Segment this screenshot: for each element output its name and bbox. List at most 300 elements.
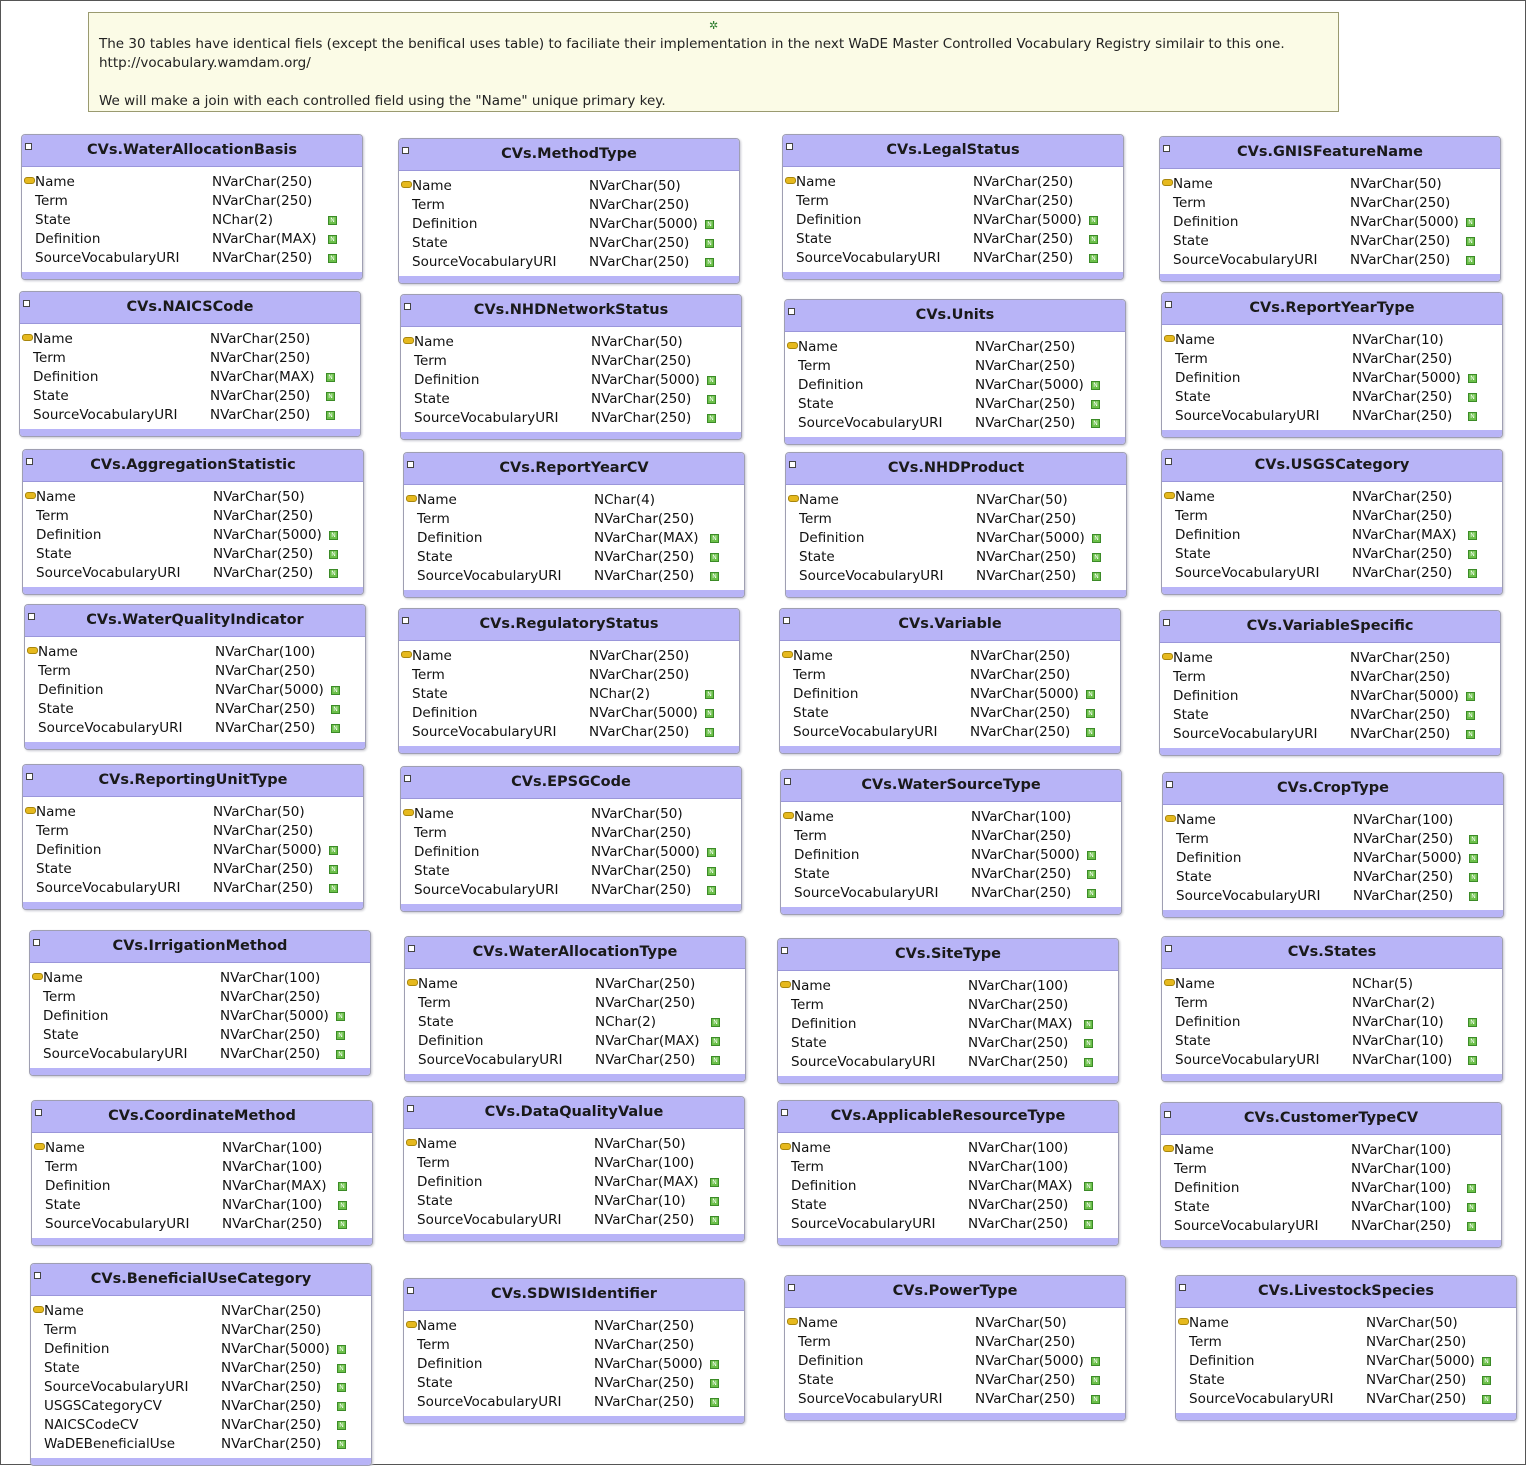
field-row[interactable] [786, 567, 1126, 586]
field-row[interactable] [780, 666, 1120, 685]
table-sitetype[interactable] [777, 938, 1119, 1084]
field-row[interactable] [785, 1352, 1125, 1371]
field-row[interactable] [401, 843, 741, 862]
table-footer [1163, 910, 1503, 917]
table-icon[interactable] [407, 461, 414, 468]
field-row[interactable] [401, 352, 741, 371]
field-name: Name [417, 1318, 457, 1334]
field-row[interactable] [32, 1158, 372, 1177]
table-customertypecv[interactable] [1160, 1102, 1502, 1248]
field-row[interactable] [1160, 213, 1500, 232]
field-row[interactable] [1160, 232, 1500, 251]
table-header[interactable] [780, 609, 1120, 641]
field-row[interactable] [1162, 994, 1502, 1013]
field-row[interactable] [404, 1154, 744, 1173]
field-type: NVarChar(250) [976, 568, 1077, 584]
table-header[interactable] [781, 770, 1121, 802]
table-footer [1161, 1240, 1501, 1247]
field-row[interactable] [1160, 175, 1500, 194]
field-row[interactable] [1176, 1390, 1516, 1409]
table-icon[interactable] [34, 1272, 41, 1279]
table-header[interactable] [399, 609, 739, 641]
field-row[interactable] [23, 545, 363, 564]
field-row[interactable] [785, 414, 1125, 433]
field-row[interactable] [1161, 1160, 1501, 1179]
field-row[interactable] [31, 1359, 371, 1378]
field-row[interactable] [785, 1314, 1125, 1333]
table-icon[interactable] [28, 613, 35, 620]
table-header[interactable] [1160, 137, 1500, 169]
field-row[interactable] [22, 192, 362, 211]
field-row[interactable] [786, 491, 1126, 510]
not-null-icon: N [1467, 1203, 1476, 1212]
field-row[interactable] [778, 1053, 1118, 1072]
table-header[interactable] [1163, 773, 1503, 805]
field-row[interactable] [785, 395, 1125, 414]
field-row[interactable] [399, 723, 739, 742]
table-icon[interactable] [25, 143, 32, 150]
table-header[interactable] [20, 292, 360, 324]
field-row[interactable] [23, 803, 363, 822]
table-reportyearcv[interactable] [403, 452, 745, 598]
field-row[interactable] [20, 349, 360, 368]
field-type: NVarChar(250) [1353, 888, 1454, 904]
field-row[interactable] [780, 704, 1120, 723]
table-header[interactable] [785, 300, 1125, 332]
table-icon[interactable] [781, 947, 788, 954]
field-row[interactable] [399, 234, 739, 253]
field-row[interactable] [399, 647, 739, 666]
field-row[interactable] [1160, 251, 1500, 270]
field-row[interactable] [399, 196, 739, 215]
field-row[interactable] [399, 215, 739, 234]
field-row[interactable] [32, 1196, 372, 1215]
table-header[interactable] [404, 453, 744, 485]
table-header[interactable] [783, 135, 1123, 167]
field-row[interactable] [1163, 887, 1503, 906]
field-row[interactable] [404, 1173, 744, 1192]
table-icon[interactable] [33, 939, 40, 946]
field-row[interactable] [785, 1390, 1125, 1409]
table-header[interactable] [786, 453, 1126, 485]
field-row[interactable] [778, 1215, 1118, 1234]
field-row[interactable] [23, 822, 363, 841]
field-row[interactable] [778, 1034, 1118, 1053]
field-type: NVarChar(250) [973, 174, 1074, 190]
table-nhdnetworkstatus[interactable] [400, 294, 742, 440]
diagram-note[interactable] [88, 12, 1339, 112]
table-icon[interactable] [1163, 619, 1170, 626]
table-header[interactable] [25, 605, 365, 637]
field-row[interactable] [778, 1177, 1118, 1196]
field-row[interactable] [783, 249, 1123, 268]
field-row[interactable] [30, 1026, 370, 1045]
field-row[interactable] [404, 1355, 744, 1374]
table-coordinatemethod[interactable] [31, 1100, 373, 1246]
table-units[interactable] [784, 299, 1126, 445]
field-row[interactable] [25, 700, 365, 719]
field-name: Term [35, 193, 68, 209]
field-name: State [418, 1014, 454, 1030]
field-row[interactable] [401, 805, 741, 824]
table-dataqualityvalue[interactable] [403, 1096, 745, 1242]
table-sdwisidentifier[interactable] [403, 1278, 745, 1424]
field-row[interactable] [781, 846, 1121, 865]
field-type: NVarChar(250) [595, 1052, 696, 1068]
field-row[interactable] [31, 1416, 371, 1435]
table-header[interactable] [23, 765, 363, 797]
field-row[interactable] [1163, 868, 1503, 887]
table-legalstatus[interactable] [782, 134, 1124, 280]
field-name: SourceVocabularyURI [45, 1216, 190, 1232]
table-methodtype[interactable] [398, 138, 740, 284]
table-footer [23, 902, 363, 909]
field-row[interactable] [1160, 194, 1500, 213]
table-icon[interactable] [402, 147, 409, 154]
field-row[interactable] [23, 526, 363, 545]
field-row[interactable] [22, 230, 362, 249]
field-row[interactable] [781, 808, 1121, 827]
field-row[interactable] [778, 1015, 1118, 1034]
table-icon[interactable] [26, 458, 33, 465]
field-row[interactable] [780, 647, 1120, 666]
table-irrigationmethod[interactable] [29, 930, 371, 1076]
field-row[interactable] [785, 1333, 1125, 1352]
table-header[interactable] [23, 450, 363, 482]
table-header[interactable] [1160, 611, 1500, 643]
field-row[interactable] [785, 376, 1125, 395]
field-row[interactable] [31, 1340, 371, 1359]
table-icon[interactable] [788, 1284, 795, 1291]
field-row[interactable] [404, 1192, 744, 1211]
field-row[interactable] [20, 368, 360, 387]
table-icon[interactable] [23, 300, 30, 307]
field-row[interactable] [1161, 1198, 1501, 1217]
field-row[interactable] [404, 548, 744, 567]
field-row[interactable] [401, 333, 741, 352]
field-row[interactable] [30, 969, 370, 988]
field-row[interactable] [1162, 331, 1502, 350]
table-regulatorystatus[interactable] [398, 608, 740, 754]
field-row[interactable] [25, 681, 365, 700]
field-row[interactable] [20, 406, 360, 425]
table-icon[interactable] [784, 778, 791, 785]
field-row[interactable] [23, 564, 363, 583]
table-aggregationstatistic[interactable] [22, 449, 364, 595]
field-row[interactable] [1162, 564, 1502, 583]
field-row[interactable] [32, 1139, 372, 1158]
field-row[interactable] [23, 841, 363, 860]
field-row[interactable] [781, 865, 1121, 884]
table-icon[interactable] [786, 143, 793, 150]
table-title: CVs.ApplicableResourceType [830, 1108, 1066, 1124]
table-header[interactable] [405, 937, 745, 969]
table-header[interactable] [401, 767, 741, 799]
field-row[interactable] [20, 330, 360, 349]
table-livestockspecies[interactable] [1175, 1275, 1517, 1421]
field-row[interactable] [405, 1051, 745, 1070]
table-usgscategory[interactable] [1161, 449, 1503, 595]
field-row[interactable] [785, 338, 1125, 357]
table-header[interactable] [31, 1264, 371, 1296]
not-null-icon: N [1092, 534, 1101, 543]
table-header[interactable] [778, 1101, 1118, 1133]
field-row[interactable] [30, 988, 370, 1007]
field-name: Definition [45, 1178, 111, 1194]
field-row[interactable] [31, 1397, 371, 1416]
field-row[interactable] [401, 371, 741, 390]
table-icon[interactable] [402, 617, 409, 624]
field-list [783, 167, 1123, 272]
field-row[interactable] [780, 723, 1120, 742]
table-icon[interactable] [1165, 458, 1172, 465]
field-name: Term [414, 825, 447, 841]
field-row[interactable] [399, 253, 739, 272]
field-row[interactable] [1162, 350, 1502, 369]
field-type: NVarChar(250) [221, 1303, 322, 1319]
field-row[interactable] [1163, 811, 1503, 830]
field-row[interactable] [1162, 526, 1502, 545]
field-row[interactable] [32, 1215, 372, 1234]
table-header[interactable] [1162, 450, 1502, 482]
table-waterallocationbasis[interactable] [21, 134, 363, 280]
table-waterallocationtype[interactable] [404, 936, 746, 1082]
field-name: Definition [417, 1356, 483, 1372]
table-variablespecific[interactable] [1159, 610, 1501, 756]
field-row[interactable] [404, 1135, 744, 1154]
field-row[interactable] [1176, 1371, 1516, 1390]
table-header[interactable] [1161, 1103, 1501, 1135]
table-reportingunittype[interactable] [22, 764, 364, 910]
table-header[interactable] [404, 1279, 744, 1311]
field-row[interactable] [783, 192, 1123, 211]
field-row[interactable] [401, 409, 741, 428]
table-header[interactable] [404, 1097, 744, 1129]
table-powertype[interactable] [784, 1275, 1126, 1421]
field-row[interactable] [1176, 1314, 1516, 1333]
field-name: Definition [36, 842, 102, 858]
field-row[interactable] [23, 488, 363, 507]
table-epsgcode[interactable] [400, 766, 742, 912]
field-row[interactable] [780, 685, 1120, 704]
field-row[interactable] [401, 390, 741, 409]
table-header[interactable] [32, 1101, 372, 1133]
field-list [31, 1296, 371, 1458]
field-row[interactable] [1160, 668, 1500, 687]
field-row[interactable] [778, 996, 1118, 1015]
table-icon[interactable] [404, 303, 411, 310]
field-row[interactable] [1161, 1141, 1501, 1160]
field-row[interactable] [1160, 725, 1500, 744]
field-type: NVarChar(250) [973, 193, 1074, 209]
field-row[interactable] [404, 1211, 744, 1230]
table-naicscode[interactable] [19, 291, 361, 437]
table-icon[interactable] [1165, 301, 1172, 308]
table-icon[interactable] [781, 1109, 788, 1116]
field-row[interactable] [1160, 687, 1500, 706]
field-row[interactable] [1176, 1352, 1516, 1371]
field-row[interactable] [20, 387, 360, 406]
field-row[interactable] [23, 879, 363, 898]
table-beneficialusecategory[interactable] [30, 1263, 372, 1466]
table-footer [1162, 587, 1502, 594]
field-row[interactable] [399, 177, 739, 196]
table-icon[interactable] [1165, 945, 1172, 952]
table-icon[interactable] [26, 773, 33, 780]
field-type: NVarChar(5000) [1352, 370, 1461, 386]
field-row[interactable] [781, 827, 1121, 846]
table-variable[interactable] [779, 608, 1121, 754]
field-row[interactable] [30, 1045, 370, 1064]
table-icon[interactable] [788, 308, 795, 315]
field-row[interactable] [404, 529, 744, 548]
table-icon[interactable] [789, 461, 796, 468]
field-row[interactable] [25, 719, 365, 738]
field-row[interactable] [778, 1196, 1118, 1215]
field-row[interactable] [405, 1013, 745, 1032]
field-row[interactable] [1162, 407, 1502, 426]
field-row[interactable] [22, 249, 362, 268]
field-row[interactable] [783, 230, 1123, 249]
field-row[interactable] [778, 1139, 1118, 1158]
not-null-icon: N [326, 373, 335, 382]
key-icon [406, 1139, 417, 1146]
field-row[interactable] [404, 491, 744, 510]
field-row[interactable] [31, 1302, 371, 1321]
field-name: Definition [1175, 370, 1241, 386]
field-row[interactable] [786, 510, 1126, 529]
field-row[interactable] [1162, 545, 1502, 564]
field-row[interactable] [1160, 706, 1500, 725]
table-icon[interactable] [1166, 781, 1173, 788]
field-row[interactable] [404, 1374, 744, 1393]
field-type: NVarChar(250) [1352, 389, 1453, 405]
field-row[interactable] [785, 1371, 1125, 1390]
field-row[interactable] [22, 211, 362, 230]
field-row[interactable] [404, 1393, 744, 1412]
table-reportyeartype[interactable] [1161, 292, 1503, 438]
table-header[interactable] [22, 135, 362, 167]
field-row[interactable] [401, 862, 741, 881]
field-row[interactable] [778, 977, 1118, 996]
field-row[interactable] [1162, 369, 1502, 388]
field-name: SourceVocabularyURI [35, 250, 180, 266]
field-row[interactable] [30, 1007, 370, 1026]
field-row[interactable] [1163, 830, 1503, 849]
field-row[interactable] [1162, 488, 1502, 507]
table-header[interactable] [399, 139, 739, 171]
table-icon[interactable] [1164, 1111, 1171, 1118]
field-row[interactable] [399, 666, 739, 685]
field-row[interactable] [786, 548, 1126, 567]
field-row[interactable] [401, 824, 741, 843]
table-icon[interactable] [783, 617, 790, 624]
field-name: Definition [35, 231, 101, 247]
table-header[interactable] [1162, 293, 1502, 325]
table-icon[interactable] [408, 945, 415, 952]
field-row[interactable] [786, 529, 1126, 548]
field-row[interactable] [1162, 507, 1502, 526]
table-header[interactable] [1176, 1276, 1516, 1308]
field-row[interactable] [405, 994, 745, 1013]
field-row[interactable] [405, 1032, 745, 1051]
table-header[interactable] [778, 939, 1118, 971]
table-icon[interactable] [35, 1109, 42, 1116]
table-icon[interactable] [1179, 1284, 1186, 1291]
field-row[interactable] [399, 685, 739, 704]
table-header[interactable] [401, 295, 741, 327]
table-icon[interactable] [404, 775, 411, 782]
field-list [1161, 1135, 1501, 1240]
table-header[interactable] [30, 931, 370, 963]
field-row[interactable] [404, 510, 744, 529]
field-row[interactable] [32, 1177, 372, 1196]
field-row[interactable] [1162, 975, 1502, 994]
field-row[interactable] [401, 881, 741, 900]
table-icon[interactable] [1163, 145, 1170, 152]
field-row[interactable] [1162, 1032, 1502, 1051]
field-name: Name [38, 644, 78, 660]
field-row[interactable] [1162, 388, 1502, 407]
field-row[interactable] [1162, 1013, 1502, 1032]
field-row[interactable] [31, 1378, 371, 1397]
table-footer [1162, 1074, 1502, 1081]
field-row[interactable] [22, 173, 362, 192]
field-row[interactable] [778, 1158, 1118, 1177]
field-row[interactable] [1176, 1333, 1516, 1352]
field-row[interactable] [783, 173, 1123, 192]
table-watersourcetype[interactable] [780, 769, 1122, 915]
field-row[interactable] [785, 357, 1125, 376]
field-row[interactable] [31, 1321, 371, 1340]
field-type: NVarChar(5000) [215, 682, 324, 698]
table-gnisfeaturename[interactable] [1159, 136, 1501, 282]
field-row[interactable] [25, 643, 365, 662]
table-nhdproduct[interactable] [785, 452, 1127, 598]
field-row[interactable] [399, 704, 739, 723]
table-icon[interactable] [407, 1105, 414, 1112]
table-states[interactable] [1161, 936, 1503, 1082]
table-header[interactable] [785, 1276, 1125, 1308]
field-type: NVarChar(250) [1352, 408, 1453, 424]
field-name: Term [33, 350, 66, 366]
field-row[interactable] [404, 567, 744, 586]
field-row[interactable] [1160, 649, 1500, 668]
field-row[interactable] [23, 860, 363, 879]
field-row[interactable] [1161, 1179, 1501, 1198]
field-name: State [1175, 389, 1211, 405]
field-row[interactable] [23, 507, 363, 526]
table-croptype[interactable] [1162, 772, 1504, 918]
field-row[interactable] [1163, 849, 1503, 868]
field-row[interactable] [31, 1435, 371, 1454]
table-icon[interactable] [407, 1287, 414, 1294]
table-applicableresourcetype[interactable] [777, 1100, 1119, 1246]
field-row[interactable] [1161, 1217, 1501, 1236]
table-waterqualityindicator[interactable] [24, 604, 366, 750]
table-footer [32, 1238, 372, 1245]
field-row[interactable] [404, 1336, 744, 1355]
field-list [405, 969, 745, 1074]
field-type: NVarChar(250) [594, 1318, 695, 1334]
field-row[interactable] [781, 884, 1121, 903]
table-header[interactable] [1162, 937, 1502, 969]
field-row[interactable] [783, 211, 1123, 230]
field-row[interactable] [25, 662, 365, 681]
field-row[interactable] [1162, 1051, 1502, 1070]
field-row[interactable] [404, 1317, 744, 1336]
field-row[interactable] [405, 975, 745, 994]
